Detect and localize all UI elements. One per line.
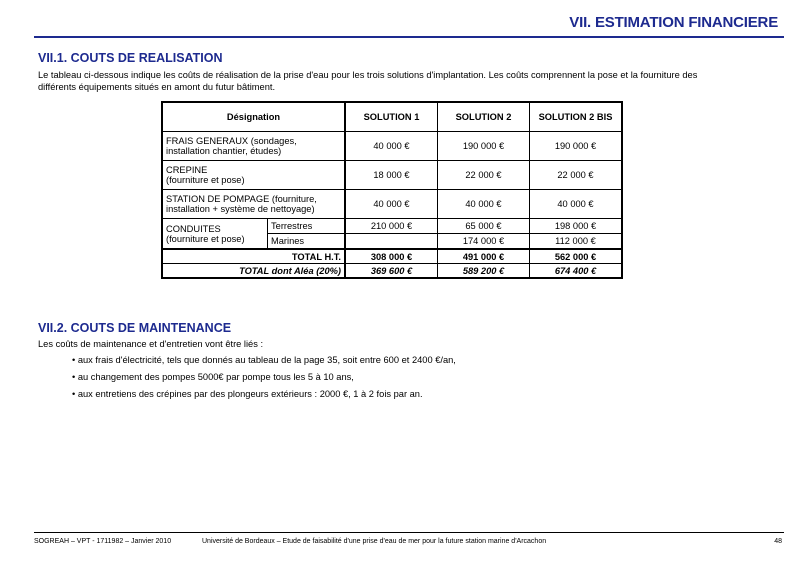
- footer-left: SOGREAH – VPT - 1711982 – Janvier 2010: [34, 538, 172, 545]
- maintenance-intro: Les coûts de maintenance et d'entretien vont être liés :: [38, 339, 264, 349]
- intro-line: Le tableau ci-dessous indique les coûts de réalisation de la prise d'eau pour les trois solutions d'implantation. Les coûts comprennent la pose et la fourniture des: [38, 70, 698, 80]
- row-label-line: STATION DE POMPAGE (fourniture,: [166, 194, 317, 204]
- cell-value: 18 000 €: [345, 161, 438, 190]
- header-solution-2: SOLUTION 2: [438, 102, 530, 132]
- cell-value: 22 000 €: [438, 161, 530, 190]
- cell-value: [345, 234, 438, 250]
- list-item: • aux entretiens des crépines par des plongeurs extérieurs : 2000 €, 1 à 2 fois par an.: [72, 386, 456, 403]
- cell-value: 174 000 €: [438, 234, 530, 250]
- header-solution-1: SOLUTION 1: [345, 102, 438, 132]
- cell-value: 40 000 €: [438, 190, 530, 219]
- footer-rule: [34, 532, 784, 533]
- header-solution-2-bis: SOLUTION 2 BIS: [530, 102, 623, 132]
- costs-table: [161, 101, 623, 279]
- row-label-line: CREPINE: [166, 165, 208, 175]
- row-label-line: CONDUITES: [166, 223, 221, 234]
- row-label: [162, 190, 345, 219]
- cell-value: 112 000 €: [530, 234, 623, 250]
- section-title-maintenance: VII.2. COUTS DE MAINTENANCE: [38, 321, 232, 335]
- header-rule: [34, 36, 784, 38]
- row-label-line: FRAIS GENERAUX (sondages,: [166, 136, 297, 146]
- cell-value: 308 000 €: [345, 249, 438, 264]
- cell-value: 589 200 €: [438, 264, 530, 279]
- sub-label-marines: Marines: [268, 234, 346, 250]
- table-row: [162, 132, 622, 161]
- cell-value: 40 000 €: [345, 132, 438, 161]
- table-row: [162, 219, 622, 234]
- row-label-line: (fourniture et pose): [166, 233, 245, 244]
- intro-paragraph: [38, 69, 778, 93]
- cell-value: 65 000 €: [438, 219, 530, 234]
- cell-value: 40 000 €: [530, 190, 623, 219]
- intro-line: différents équipements situés en amont du futur bâtiment.: [38, 82, 276, 92]
- footer-center: Université de Bordeaux – Etude de faisabilité d'une prise d'eau de mer pour la future station marine d'Arcachon: [202, 538, 547, 545]
- cell-value: 190 000 €: [530, 132, 623, 161]
- table-header-row: [162, 102, 622, 132]
- row-label: [162, 161, 345, 190]
- total-alea-row: [162, 264, 622, 279]
- cell-value: 40 000 €: [345, 190, 438, 219]
- row-label-conduites: [162, 219, 268, 250]
- total-ht-label: TOTAL H.T.: [162, 249, 345, 264]
- cell-value: 674 400 €: [530, 264, 623, 279]
- cell-value: 210 000 €: [345, 219, 438, 234]
- list-item: • au changement des pompes 5000€ par pompe tous les 5 à 10 ans,: [72, 369, 456, 386]
- cell-value: 369 600 €: [345, 264, 438, 279]
- row-label-line: (fourniture et pose): [166, 175, 245, 185]
- cell-value: 491 000 €: [438, 249, 530, 264]
- list-item: • aux frais d'électricité, tels que donnés au tableau de la page 35, soit entre 600 et 2400 €/an,: [72, 352, 456, 369]
- cell-value: 22 000 €: [530, 161, 623, 190]
- table-row: [162, 161, 622, 190]
- cell-value: 190 000 €: [438, 132, 530, 161]
- header-designation: Désignation: [162, 102, 345, 132]
- cell-value: 198 000 €: [530, 219, 623, 234]
- maintenance-list: [72, 352, 456, 403]
- table-row: [162, 190, 622, 219]
- total-alea-label: TOTAL dont Aléa (20%): [162, 264, 345, 279]
- total-ht-row: [162, 249, 622, 264]
- section-title-realisation: VII.1. COUTS DE REALISATION: [38, 51, 223, 65]
- page-number: 48: [774, 538, 782, 545]
- chapter-title: VII. ESTIMATION FINANCIERE: [569, 14, 778, 31]
- row-label: [162, 132, 345, 161]
- sub-label-terrestres: Terrestres: [268, 219, 346, 234]
- row-label-line: installation + système de nettoyage): [166, 204, 315, 214]
- cell-value: 562 000 €: [530, 249, 623, 264]
- row-label-line: installation chantier, études): [166, 146, 282, 156]
